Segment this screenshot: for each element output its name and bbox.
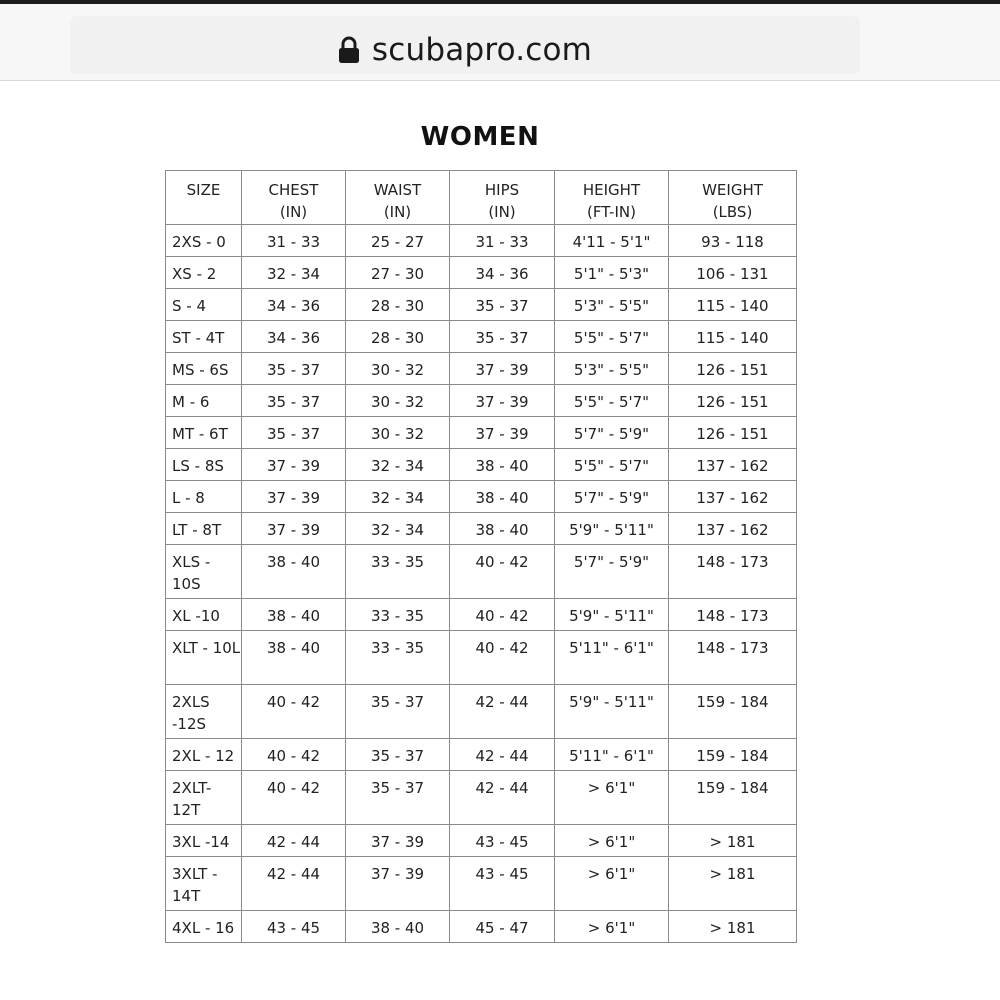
chest-cell: 38 - 40 (242, 631, 346, 685)
chest-cell: 42 - 44 (242, 857, 346, 911)
table-row (166, 481, 797, 513)
weight-cell: 148 - 173 (669, 599, 797, 631)
table-row (166, 385, 797, 417)
chest-cell: 37 - 39 (242, 513, 346, 545)
header-size: SIZE (166, 171, 242, 225)
chest-cell: 32 - 34 (242, 257, 346, 289)
height-cell: 5'3" - 5'5" (555, 353, 669, 385)
hips-cell: 43 - 45 (450, 857, 555, 911)
height-cell: 5'5" - 5'7" (555, 385, 669, 417)
url-field[interactable] (70, 16, 860, 74)
hips-cell: 34 - 36 (450, 257, 555, 289)
height-cell: 5'11" - 6'1" (555, 739, 669, 771)
weight-cell: 137 - 162 (669, 449, 797, 481)
weight-cell: 93 - 118 (669, 225, 797, 257)
table-row (166, 631, 797, 685)
size-cell: XLS - 10S (166, 545, 242, 599)
table-row (166, 857, 797, 911)
hips-cell: 42 - 44 (450, 685, 555, 739)
url-display[interactable] (70, 30, 860, 70)
height-cell: 5'9" - 5'11" (555, 513, 669, 545)
size-cell: XS - 2 (166, 257, 242, 289)
table-row (166, 911, 797, 943)
hips-cell: 42 - 44 (450, 771, 555, 825)
header-hips: HIPS (IN) (450, 171, 555, 225)
chest-cell: 34 - 36 (242, 289, 346, 321)
table-header-row (166, 171, 797, 225)
size-cell: L - 8 (166, 481, 242, 513)
hips-cell: 45 - 47 (450, 911, 555, 943)
height-cell: 5'11" - 6'1" (555, 631, 669, 685)
hips-cell: 37 - 39 (450, 353, 555, 385)
weight-cell: 137 - 162 (669, 513, 797, 545)
height-cell: 4'11 - 5'1" (555, 225, 669, 257)
table-row (166, 257, 797, 289)
size-cell: LS - 8S (166, 449, 242, 481)
height-cell: 5'7" - 5'9" (555, 545, 669, 599)
chest-cell: 40 - 42 (242, 771, 346, 825)
height-cell: 5'5" - 5'7" (555, 449, 669, 481)
height-cell: > 6'1" (555, 857, 669, 911)
table-row (166, 545, 797, 599)
table-row (166, 289, 797, 321)
waist-cell: 32 - 34 (346, 481, 450, 513)
size-cell: MT - 6T (166, 417, 242, 449)
weight-cell: 159 - 184 (669, 739, 797, 771)
weight-cell: 148 - 173 (669, 545, 797, 599)
waist-cell: 35 - 37 (346, 739, 450, 771)
table-row (166, 225, 797, 257)
chest-cell: 38 - 40 (242, 599, 346, 631)
hips-cell: 37 - 39 (450, 385, 555, 417)
size-chart-table (165, 170, 797, 943)
waist-cell: 32 - 34 (346, 513, 450, 545)
height-cell: > 6'1" (555, 771, 669, 825)
weight-cell: > 181 (669, 825, 797, 857)
height-cell: 5'3" - 5'5" (555, 289, 669, 321)
height-cell: > 6'1" (555, 825, 669, 857)
height-cell: 5'5" - 5'7" (555, 321, 669, 353)
size-cell: MS - 6S (166, 353, 242, 385)
size-cell: XL -10 (166, 599, 242, 631)
table-row (166, 739, 797, 771)
height-cell: 5'9" - 5'11" (555, 685, 669, 739)
weight-cell: 106 - 131 (669, 257, 797, 289)
waist-cell: 28 - 30 (346, 321, 450, 353)
size-cell: 4XL - 16 (166, 911, 242, 943)
weight-cell: 148 - 173 (669, 631, 797, 685)
chest-cell: 42 - 44 (242, 825, 346, 857)
hips-cell: 40 - 42 (450, 545, 555, 599)
weight-cell: 159 - 184 (669, 771, 797, 825)
size-cell: S - 4 (166, 289, 242, 321)
header-weight: WEIGHT (LBS) (669, 171, 797, 225)
weight-cell: 126 - 151 (669, 385, 797, 417)
height-cell: 5'7" - 5'9" (555, 481, 669, 513)
size-cell: ST - 4T (166, 321, 242, 353)
waist-cell: 37 - 39 (346, 857, 450, 911)
hips-cell: 37 - 39 (450, 417, 555, 449)
chest-cell: 40 - 42 (242, 685, 346, 739)
height-cell: 5'1" - 5'3" (555, 257, 669, 289)
hips-cell: 35 - 37 (450, 321, 555, 353)
url-text[interactable]: scubapro.com (371, 32, 593, 68)
table-row (166, 353, 797, 385)
size-cell: 2XLT- 12T (166, 771, 242, 825)
table-row (166, 771, 797, 825)
header-chest: CHEST (IN) (242, 171, 346, 225)
table-row (166, 513, 797, 545)
waist-cell: 35 - 37 (346, 685, 450, 739)
weight-cell: 115 - 140 (669, 321, 797, 353)
table-body (166, 225, 797, 943)
size-cell: 3XLT - 14T (166, 857, 242, 911)
hips-cell: 31 - 33 (450, 225, 555, 257)
hips-cell: 40 - 42 (450, 599, 555, 631)
browser-address-bar (0, 4, 1000, 81)
waist-cell: 30 - 32 (346, 417, 450, 449)
hips-cell: 40 - 42 (450, 631, 555, 685)
weight-cell: 126 - 151 (669, 353, 797, 385)
table-row (166, 417, 797, 449)
table-row (166, 449, 797, 481)
weight-cell: > 181 (669, 857, 797, 911)
waist-cell: 38 - 40 (346, 911, 450, 943)
chest-cell: 35 - 37 (242, 353, 346, 385)
chest-cell: 31 - 33 (242, 225, 346, 257)
header-waist: WAIST (IN) (346, 171, 450, 225)
chest-cell: 43 - 45 (242, 911, 346, 943)
waist-cell: 27 - 30 (346, 257, 450, 289)
waist-cell: 32 - 34 (346, 449, 450, 481)
waist-cell: 28 - 30 (346, 289, 450, 321)
hips-cell: 38 - 40 (450, 481, 555, 513)
lock-icon (338, 36, 360, 64)
chest-cell: 40 - 42 (242, 739, 346, 771)
size-cell: XLT - 10L (166, 631, 242, 685)
chest-cell: 38 - 40 (242, 545, 346, 599)
size-cell: M - 6 (166, 385, 242, 417)
table-row (166, 825, 797, 857)
hips-cell: 38 - 40 (450, 449, 555, 481)
waist-cell: 33 - 35 (346, 599, 450, 631)
table-row (166, 599, 797, 631)
page-heading: WOMEN (420, 122, 540, 152)
height-cell: 5'9" - 5'11" (555, 599, 669, 631)
waist-cell: 37 - 39 (346, 825, 450, 857)
hips-cell: 38 - 40 (450, 513, 555, 545)
hips-cell: 42 - 44 (450, 739, 555, 771)
chest-cell: 34 - 36 (242, 321, 346, 353)
chest-cell: 37 - 39 (242, 449, 346, 481)
size-cell: LT - 8T (166, 513, 242, 545)
waist-cell: 30 - 32 (346, 385, 450, 417)
table-row (166, 685, 797, 739)
size-cell: 2XS - 0 (166, 225, 242, 257)
waist-cell: 30 - 32 (346, 353, 450, 385)
weight-cell: > 181 (669, 911, 797, 943)
weight-cell: 126 - 151 (669, 417, 797, 449)
waist-cell: 25 - 27 (346, 225, 450, 257)
size-cell: 3XL -14 (166, 825, 242, 857)
table-row (166, 321, 797, 353)
size-cell: 2XLS -12S (166, 685, 242, 739)
size-cell: 2XL - 12 (166, 739, 242, 771)
weight-cell: 159 - 184 (669, 685, 797, 739)
waist-cell: 33 - 35 (346, 545, 450, 599)
weight-cell: 115 - 140 (669, 289, 797, 321)
chest-cell: 35 - 37 (242, 417, 346, 449)
chest-cell: 37 - 39 (242, 481, 346, 513)
height-cell: > 6'1" (555, 911, 669, 943)
header-height: HEIGHT (FT-IN) (555, 171, 669, 225)
hips-cell: 35 - 37 (450, 289, 555, 321)
height-cell: 5'7" - 5'9" (555, 417, 669, 449)
waist-cell: 33 - 35 (346, 631, 450, 685)
waist-cell: 35 - 37 (346, 771, 450, 825)
chest-cell: 35 - 37 (242, 385, 346, 417)
weight-cell: 137 - 162 (669, 481, 797, 513)
hips-cell: 43 - 45 (450, 825, 555, 857)
